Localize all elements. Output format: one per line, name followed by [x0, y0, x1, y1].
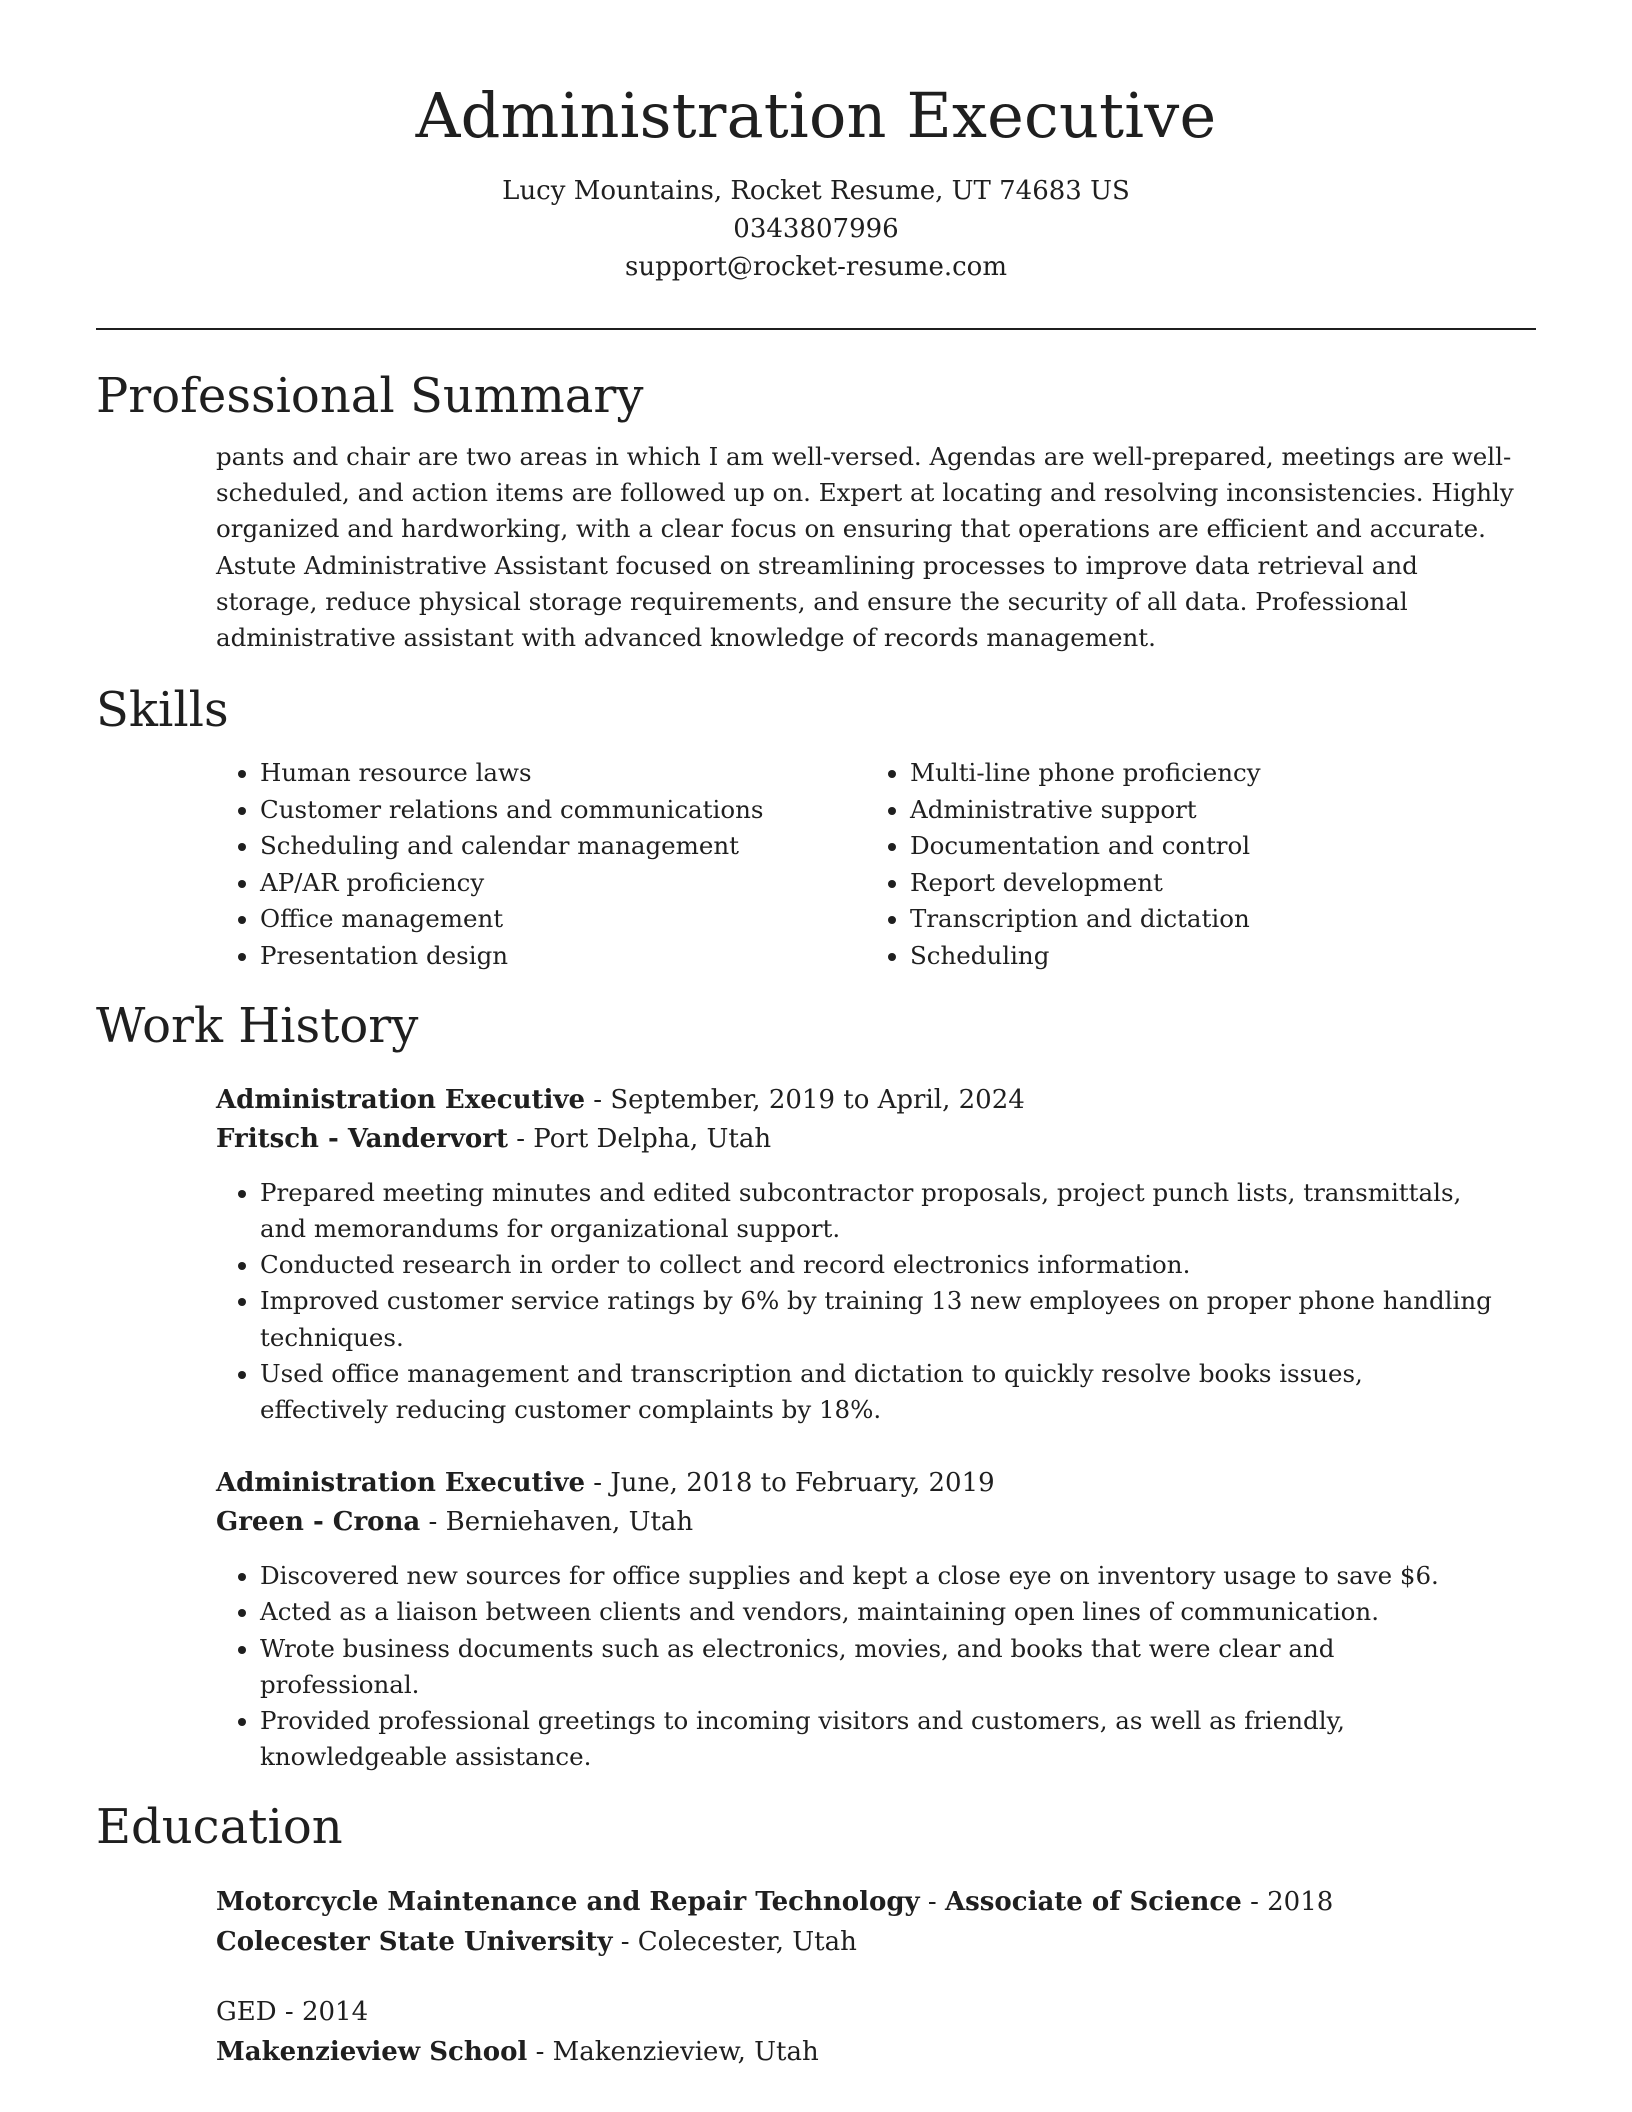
job-bullet: • Acted as a liaison between clients and vendors, maintaining open lines of communication. — [260, 1594, 1496, 1630]
job-company: Fritsch - Vandervort — [216, 1123, 508, 1154]
education-degree: GED — [216, 1997, 277, 2028]
job-entry — [216, 1081, 1536, 1159]
contact-block — [96, 172, 1536, 286]
job-location: Berniehaven, Utah — [445, 1507, 694, 1538]
skill-item: • Scheduling and calendar management — [260, 828, 866, 865]
contact-phone: 0343807996 — [733, 214, 899, 245]
skills-column-right — [866, 755, 1516, 974]
job-bullet: • Wrote business documents such as electronics, movies, and books that were clear and professional. — [260, 1631, 1496, 1703]
job-title-line: Administration Executive - June, 2018 to February, 2019 — [216, 1468, 995, 1499]
summary-text: pants and chair are two areas in which I am well-versed. Agendas are well-prepared, meetings are well-scheduled, and action items are followed up on. Expert at locating and resolving inconsistencies. Highly organized and hardworking, with a clear focus on ensuring that operations are efficient and accurate. Astute Administrative Assistant focused on streamlining processes to improve data retrieval and storage, reduce physical storage requirements, and ensure the security of all data. Professional administrative assistant with advanced knowledge of records management. — [216, 441, 1514, 652]
job-company: Green - Crona — [216, 1507, 421, 1538]
contact-address: Lucy Mountains, Rocket Resume, UT 74683 US — [502, 176, 1130, 207]
skill-item: • Multi-line phone proficiency — [910, 755, 1516, 792]
candidate-title: Administration Executive — [415, 79, 1217, 152]
education-degree-line: Motorcycle Maintenance and Repair Technology - Associate of Science - 2018 — [216, 1887, 1334, 1918]
education-entry — [216, 1882, 1536, 1962]
education-degree-line: GED - 2014 — [216, 1997, 369, 2028]
skill-item: • Human resource laws — [260, 755, 866, 792]
job-bullet: • Discovered new sources for office supplies and kept a close eye on inventory usage to save $6. — [260, 1558, 1496, 1594]
job-bullets — [216, 1175, 1536, 1428]
education-school: Colecester State University — [216, 1927, 613, 1958]
job-company-line: Green - Crona - Berniehaven, Utah — [216, 1507, 694, 1538]
job-role: Administration Executive — [216, 1468, 586, 1499]
job-title-line: Administration Executive - September, 2019 to April, 2024 — [216, 1084, 1025, 1115]
contact-email: support@rocket-resume.com — [624, 252, 1007, 283]
skill-item: • Scheduling — [910, 938, 1516, 975]
resume-header — [96, 0, 1536, 286]
job-bullet: • Provided professional greetings to incoming visitors and customers, as well as friendly, knowledgeable assistance. — [260, 1703, 1496, 1775]
skill-item: • Presentation design — [260, 938, 866, 975]
education-heading: Education — [96, 1799, 343, 1856]
job-company-line: Fritsch - Vandervort - Port Delpha, Utah — [216, 1123, 772, 1154]
work-history-heading: Work History — [96, 998, 419, 1054]
education-entry — [216, 1992, 1536, 2072]
education-year: 2014 — [301, 1997, 369, 2028]
education-school-line: Makenzieview School - Makenzieview, Utah — [216, 2037, 819, 2068]
skill-item: • Report development — [910, 865, 1516, 902]
job-bullet: • Prepared meeting minutes and edited subcontractor proposals, project punch lists, transmittals, and memorandums for organizational support. — [260, 1175, 1496, 1247]
job-role: Administration Executive — [216, 1084, 586, 1115]
education-field: Motorcycle Maintenance and Repair Technology — [216, 1887, 920, 1918]
job-entry — [216, 1464, 1536, 1542]
skill-item: • Documentation and control — [910, 828, 1516, 865]
education-location: Colecester, Utah — [637, 1927, 857, 1958]
skills-heading: Skills — [96, 682, 229, 739]
education-school-line: Colecester State University - Colecester, Utah — [216, 1927, 857, 1958]
skill-item: • Administrative support — [910, 792, 1516, 829]
job-dates: June, 2018 to February, 2019 — [610, 1468, 995, 1499]
job-bullet: • Improved customer service ratings by 6% by training 13 new employees on proper phone handling techniques. — [260, 1283, 1496, 1355]
header-divider — [96, 328, 1536, 330]
education-year: 2018 — [1267, 1887, 1334, 1918]
skill-item: • AP/AR proficiency — [260, 865, 866, 902]
job-location: Port Delpha, Utah — [533, 1123, 772, 1154]
job-dates: September, 2019 to April, 2024 — [610, 1084, 1025, 1115]
summary-heading: Professional Summary — [96, 368, 644, 425]
skills-column-left — [216, 755, 866, 974]
skill-item: • Transcription and dictation — [910, 901, 1516, 938]
education-school: Makenzieview School — [216, 2037, 528, 2068]
job-bullets — [216, 1558, 1536, 1775]
skill-item: • Customer relations and communications — [260, 792, 866, 829]
job-bullet: • Conducted research in order to collect and record electronics information. — [260, 1247, 1496, 1283]
education-degree: Associate of Science — [944, 1887, 1242, 1918]
education-location: Makenzieview, Utah — [552, 2037, 819, 2068]
skills-list — [216, 755, 1536, 974]
skill-item: • Office management — [260, 901, 866, 938]
job-bullet: • Used office management and transcription and dictation to quickly resolve books issues, effectively reducing customer complaints by 18%. — [260, 1356, 1496, 1428]
